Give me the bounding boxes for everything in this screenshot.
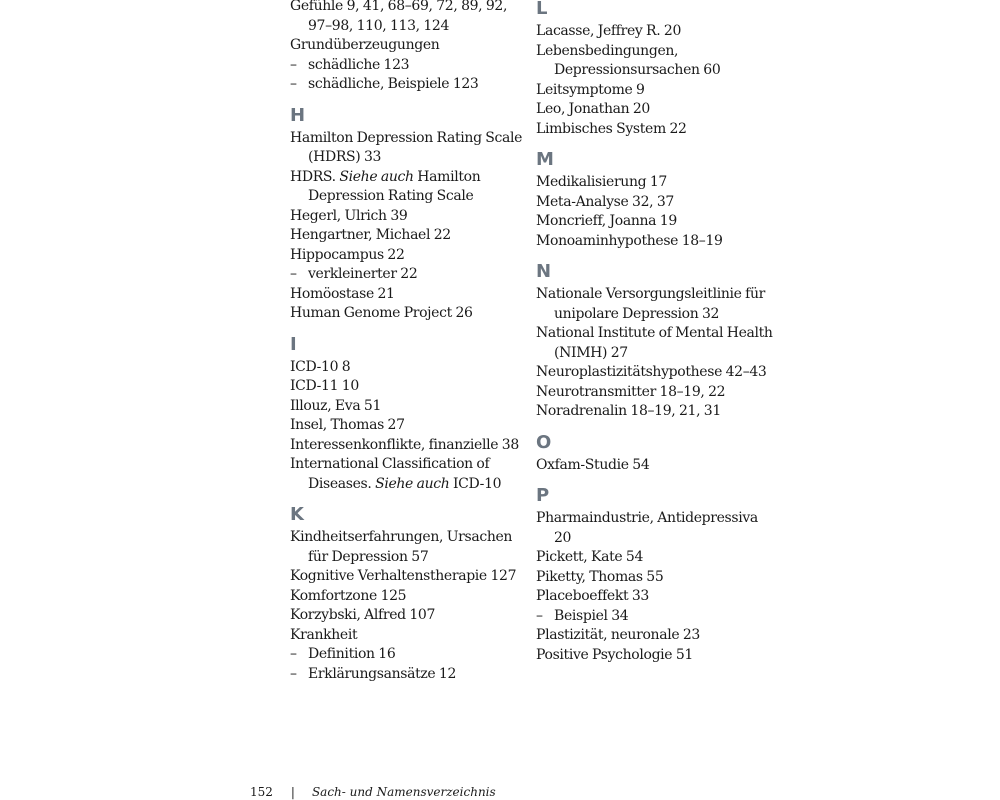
index-entry: Neuroplastizitätshypothese 42–43 — [536, 364, 767, 380]
index-subentry — [290, 645, 530, 665]
index-entry: Hamilton Depression Rating Scale (HDRS) 33 — [290, 129, 523, 165]
index-entry: Human Genome Project 26 — [290, 305, 473, 321]
index-entry: Pickett, Kate 54 — [536, 549, 644, 565]
page-footer — [250, 784, 496, 800]
subentry-dash: – — [290, 266, 297, 282]
entry-text: HDRS. — [290, 168, 340, 185]
index-entry: Monoaminhypothese 18–19 — [536, 232, 723, 249]
index-column-left — [290, 0, 530, 684]
index-entry: Grundüberzeugungen — [290, 37, 440, 53]
cross-reference-target: ICD-10 — [449, 475, 502, 492]
entry-text: International Classification of Diseases. — [290, 456, 490, 492]
index-entry: Korzybski, Alfred 107 — [290, 607, 436, 623]
footer-separator: | — [290, 785, 295, 799]
index-entry: Illouz, Eva 51 — [290, 397, 382, 414]
index-letter-heading: K — [290, 504, 304, 525]
index-column-right — [536, 0, 776, 665]
index-entry: Gefühle 9, 41, 68–69, 72, 89, 92, 97–98, 110, 113, 124 — [290, 0, 508, 34]
index-subentry — [290, 665, 530, 685]
page-number: 152 — [250, 785, 273, 799]
index-entry: Positive Psychologie 51 — [536, 646, 693, 663]
index-letter-heading: M — [536, 149, 554, 170]
index-entry: Hegerl, Ulrich 39 — [290, 207, 408, 224]
index-entry: Insel, Thomas 27 — [290, 417, 405, 433]
index-entry: Leitsymptome 9 — [536, 81, 645, 98]
index-subentry — [536, 607, 776, 627]
subentry-dash: – — [290, 56, 297, 73]
subentry-dash: – — [290, 76, 297, 92]
subentry-text: Erklärungsansätze 12 — [308, 665, 457, 682]
index-entry: Kindheitserfahrungen, Ursachen für Depression 57 — [290, 529, 513, 565]
subentry-dash: – — [290, 646, 297, 662]
index-entry: Neurotransmitter 18–19, 22 — [536, 383, 726, 400]
index-entry: Lebensbedingungen, Depressionsursachen 60 — [536, 42, 721, 78]
index-subentry — [290, 56, 530, 76]
cross-reference-target: Hamilton Depression Rating Scale — [308, 168, 481, 204]
index-entry: Moncrieff, Joanna 19 — [536, 213, 677, 229]
index-entry: Komfortzone 125 — [290, 587, 407, 604]
subentry-text: Beispiel 34 — [554, 607, 629, 624]
index-subentry — [290, 75, 530, 95]
index-entry: Medikalisierung 17 — [536, 174, 667, 190]
index-entry: Interessenkonflikte, finanzielle 38 — [290, 436, 519, 453]
index-entry: Nationale Versorgungsleitlinie für unipolare Depression 32 — [536, 286, 765, 322]
index-entry-cross-reference — [290, 168, 530, 207]
index-entry: Hengartner, Michael 22 — [290, 227, 451, 243]
index-letter-heading: O — [536, 431, 552, 453]
index-letter-heading: P — [536, 485, 550, 506]
index-entry: Plastizität, neuronale 23 — [536, 627, 700, 643]
index-entry: Homöostase 21 — [290, 285, 395, 302]
index-entry: Leo, Jonathan 20 — [536, 101, 650, 117]
index-entry-cross-reference — [290, 455, 530, 494]
index-entry: Lacasse, Jeffrey R. 20 — [536, 23, 682, 39]
index-entry: National Institute of Mental Health (NIMH) 27 — [536, 325, 773, 361]
subentry-text: verkleinerter 22 — [308, 266, 418, 282]
index-letter-heading: I — [290, 333, 297, 355]
footer-section-title: Sach- und Namensverzeichnis — [311, 785, 496, 799]
index-entry: Placeboeffekt 33 — [536, 588, 649, 604]
subentry-text: Definition 16 — [308, 646, 396, 662]
index-entry: Meta-Analyse 32, 37 — [536, 193, 674, 210]
index-entry: Noradrenalin 18–19, 21, 31 — [536, 403, 721, 419]
index-entry: Kognitive Verhaltenstherapie 127 — [290, 568, 517, 584]
index-entry: Pharmaindustrie, Antidepressiva 20 — [536, 510, 758, 546]
subentry-dash: – — [290, 665, 297, 682]
index-letter-heading: L — [536, 0, 548, 19]
index-entry: Krankheit — [290, 626, 358, 643]
subentry-text: schädliche, Beispiele 123 — [308, 76, 479, 92]
index-entry: ICD-10 8 — [290, 358, 351, 375]
index-letter-heading: N — [536, 261, 552, 282]
subentry-text: schädliche 123 — [308, 56, 410, 73]
index-entry: ICD-11 10 — [290, 378, 359, 394]
index-entry: Hippocampus 22 — [290, 246, 405, 263]
index-entry: Limbisches System 22 — [536, 120, 687, 137]
index-subentry — [290, 265, 530, 285]
index-entry: Oxfam-Studie 54 — [536, 456, 650, 473]
subentry-dash: – — [536, 607, 543, 624]
see-also-label: Siehe auch — [339, 168, 414, 185]
index-entry: Piketty, Thomas 55 — [536, 568, 664, 585]
see-also-label: Siehe auch — [375, 475, 450, 492]
index-letter-heading: H — [290, 104, 306, 126]
